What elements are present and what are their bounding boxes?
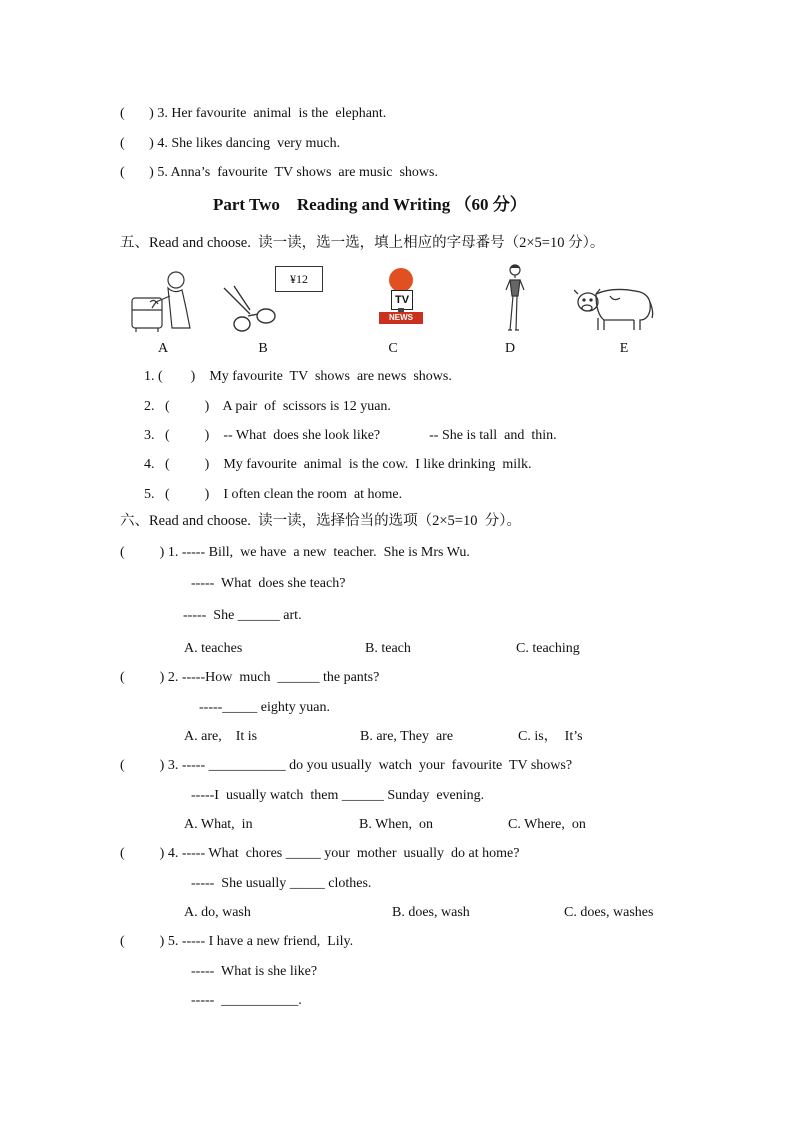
q2-line-2: -----_____ eighty yuan. [199,700,331,715]
q1-option-a: A. teaches [184,641,243,656]
section5-item-4: 4. ( ) My favourite animal is the cow. I like drinking milk. [144,457,532,472]
person-cleaning-picture [128,268,198,334]
part4-item-5: ( ) 5. Anna’s favourite TV shows are music shows. [120,165,438,180]
q3-option-b: B. When, on [359,817,434,832]
picture-label-a: A [157,341,169,356]
q3-line-1: ( ) 3. ----- ___________ do you usually watch your favourite TV shows? [120,758,573,773]
q3-line-2: -----I usually watch them ______ Sunday evening. [191,788,485,803]
q2-option-b: B. are, They are [360,729,454,744]
q2-line-1: ( ) 2. -----How much ______ the pants? [120,670,380,685]
q1-option-c: C. teaching [516,641,580,656]
tv-news-microphone-picture [376,268,426,332]
q1-line-1: ( ) 1. ----- Bill, we have a new teacher. She is Mrs Wu. [120,545,470,560]
q3-option-a: A. What, in [184,817,253,832]
q1-line-3: ----- She ______ art. [183,608,302,623]
part-two-title: Part Two Reading and Writing （60 分） [213,195,527,214]
q1-line-2: ----- What does she teach? [191,576,346,591]
tall-thin-woman-picture [498,262,532,334]
section5-item-3: 3. ( ) -- What does she look like? -- She is tall and thin. [144,428,557,443]
q2-option-c: C. is， It’s [518,729,583,744]
section5-item-5: 5. ( ) I often clean the room at home. [144,487,403,502]
q5-line-1: ( ) 5. ----- I have a new friend, Lily. [120,934,354,949]
picture-label-c: C [388,341,398,356]
part4-item-4: ( ) 4. She likes dancing very much. [120,136,341,151]
part4-item-3: ( ) 3. Her favourite animal is the elephant. [120,106,387,121]
tv-sign: TV [391,290,413,310]
news-sign: NEWS [379,312,423,324]
scissors-picture [220,284,278,334]
q4-line-1: ( ) 4. ----- What chores _____ your mother usually do at home? [120,846,520,861]
q4-option-c: C. does, washes [564,905,654,920]
picture-label-e: E [619,341,629,356]
cow-picture [574,284,654,332]
picture-label-d: D [504,341,516,356]
price-tag: ¥12 [275,266,323,292]
q2-option-a: A. are, It is [184,729,258,744]
section5-item-1: 1. ( ) My favourite TV shows are news shows. [144,369,452,384]
section6-heading: 六、Read and choose. 读一读，选择恰当的选项（2×5=10 分）。 [120,513,521,529]
q4-option-b: B. does, wash [392,905,470,920]
picture-label-b: B [258,341,268,356]
q4-line-2: ----- She usually _____ clothes. [191,876,372,891]
section5-item-2: 2. ( ) A pair of scissors is 12 yuan. [144,399,391,414]
q1-option-b: B. teach [365,641,411,656]
q3-option-c: C. Where, on [508,817,586,832]
q5-line-2: ----- What is she like? [191,964,318,979]
q4-option-a: A. do, wash [184,905,251,920]
section5-heading: 五、Read and choose. 读一读，选一选，填上相应的字母番号（2×5=10 分）。 [120,235,605,251]
q5-line-3: ----- ___________. [191,993,302,1008]
